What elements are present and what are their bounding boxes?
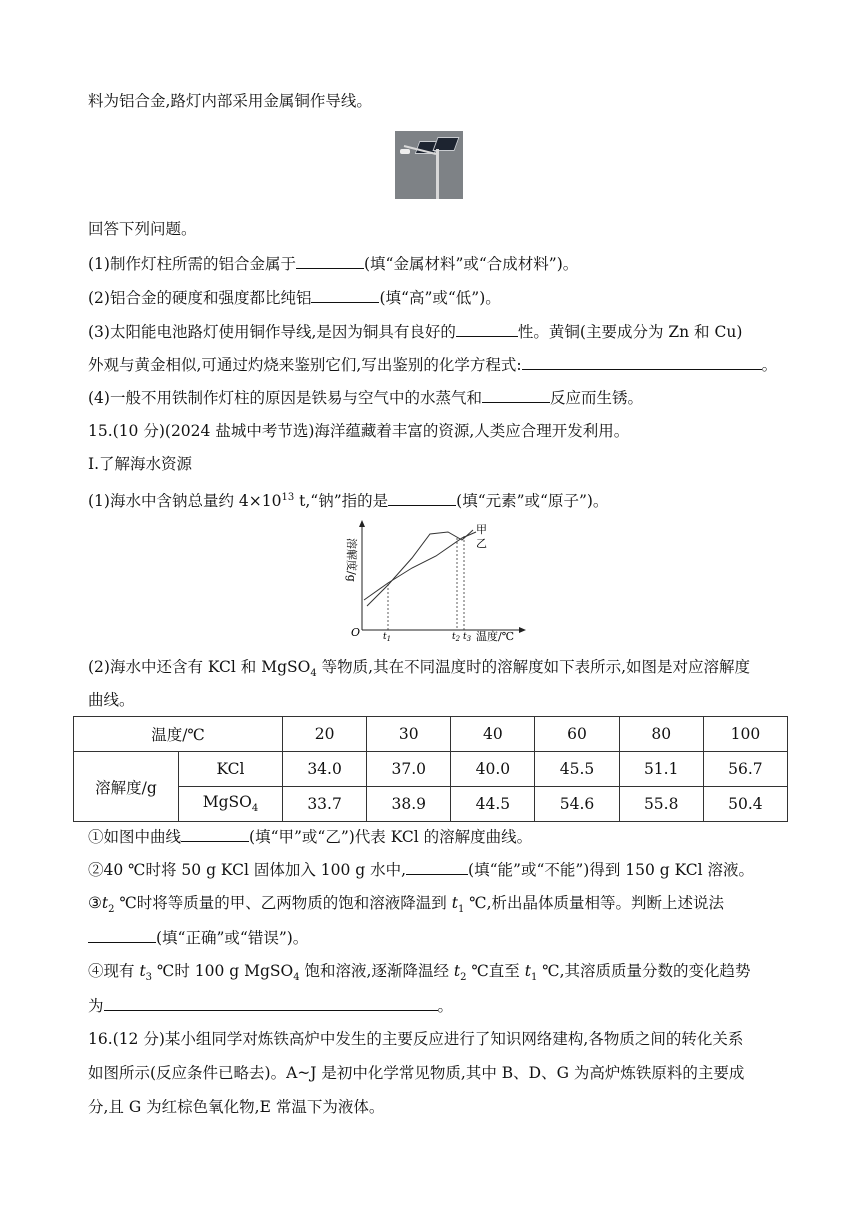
table-cell: 51.1: [619, 752, 703, 787]
q15-part2-line1: (2)海水中还含有 KCl 和 MgSO$_4$ 等物质,其在不同温度时的溶解度如下表所示,如图是对应溶解度: [88, 658, 751, 680]
q15-part1: (1)海水中含钠总量约 $4\times 10^{13}$ t,“钠”指的是 (填“元素”或“原子”)。: [88, 486, 608, 513]
solar-street-lamp-image: [395, 131, 463, 199]
tick-t2: $t_2$: [452, 632, 461, 643]
intro-tail: 料为铝合金,路灯内部采用金属铜作导线。: [88, 92, 372, 110]
y-axis-label: 溶解度/g: [345, 538, 358, 582]
tick-t1: $t_1$: [383, 632, 392, 643]
table-cell: 37.0: [367, 752, 451, 787]
solubility-table: [73, 716, 788, 822]
answer-blank[interactable]: [482, 385, 550, 403]
q15-part2-line2: 曲线。: [88, 691, 135, 709]
tick-t3: $t_3$: [463, 632, 472, 643]
table-cell: 34.0: [283, 752, 367, 787]
table-cell: 54.6: [535, 787, 619, 822]
table-row: [74, 717, 788, 752]
table-cell: 20: [283, 717, 367, 752]
q14-part4: (4)一般不用铁制作灯柱的原因是铁易与空气中的水蒸气和 反应而生锈。: [88, 385, 643, 410]
answer-blank[interactable]: [104, 993, 438, 1011]
q14-part3-line2: 外观与黄金相似,可通过灼烧来鉴别它们,写出鉴别的化学方程式: 。: [88, 352, 777, 377]
table-header-temp: 温度/℃: [74, 717, 283, 752]
series-yi-label: 乙: [476, 537, 487, 550]
q15-sub4-line1: ④现有 $t_3$ ℃时 100 g MgSO$_4$ 饱和溶液,逐渐降温经 $t_2$ ℃直至 $t_1$ ℃,其溶质质量分数的变化趋势: [88, 962, 751, 984]
q15-sub4-line2: 为 。: [88, 993, 453, 1018]
table-row: [74, 787, 788, 822]
answer-blank[interactable]: [181, 824, 249, 842]
answer-blank[interactable]: [311, 285, 379, 303]
q14-part2: (2)铝合金的硬度和强度都比纯铝 (填“高”或“低”)。: [88, 285, 501, 310]
series-yi-line: [364, 532, 476, 600]
solubility-chart: [340, 518, 530, 644]
table-cell: 56.7: [703, 752, 787, 787]
q15-section: Ⅰ.了解海水资源: [88, 455, 193, 473]
answer-blank[interactable]: [522, 352, 762, 370]
table-row-label-kcl: KCl: [179, 752, 283, 787]
answer-blank[interactable]: [406, 857, 468, 875]
table-row-group-label: 溶解度/g: [74, 752, 179, 822]
q14-prompt: 回答下列问题。: [88, 220, 197, 238]
table-cell: 100: [703, 717, 787, 752]
q15-title: 15.(10 分)(2024 盐城中考节选)海洋蕴藏着丰富的资源,人类应合理开发利用。: [88, 422, 630, 440]
table-cell: 50.4: [703, 787, 787, 822]
answer-blank[interactable]: [388, 488, 456, 506]
q16-line3: 分,且 G 为红棕色氧化物,E 常温下为液体。: [88, 1098, 385, 1116]
origin-label: O: [351, 626, 361, 639]
series-jia-label: 甲: [476, 523, 487, 536]
table-cell: 38.9: [367, 787, 451, 822]
q15-sub3-line2: (填“正确”或“错误”)。: [88, 925, 308, 950]
table-cell: 33.7: [283, 787, 367, 822]
table-cell: 45.5: [535, 752, 619, 787]
table-row-label-mgso4: MgSO$_4$: [179, 787, 283, 822]
table-cell: 55.8: [619, 787, 703, 822]
table-row: [74, 752, 788, 787]
table-cell: 40: [451, 717, 535, 752]
q16-line1: 16.(12 分)某小组同学对炼铁高炉中发生的主要反应进行了知识网络建构,各物质之间的转化关系: [88, 1030, 744, 1048]
table-cell: 60: [535, 717, 619, 752]
table-cell: 44.5: [451, 787, 535, 822]
answer-blank[interactable]: [456, 319, 518, 337]
q14-part3-line1: (3)太阳能电池路灯使用铜作导线,是因为铜具有良好的 性。黄铜(主要成分为 Zn 和 Cu): [88, 319, 742, 344]
q15-sub2: ②40 ℃时将 50 g KCl 固体加入 100 g 水中, (填“能”或“不能”)得到 150 g KCl 溶液。: [88, 857, 754, 882]
table-cell: 80: [619, 717, 703, 752]
q16-line2: 如图所示(反应条件已略去)。A~J 是初中化学常见物质,其中 B、D、G 为高炉炼铁原料的主要成: [88, 1064, 745, 1082]
q15-sub3-line1: $③t_2$ ℃时将等质量的甲、乙两物质的饱和溶液降温到 $t_1$ ℃,析出晶体质量相等。判断上述说法: [88, 894, 725, 916]
table-cell: 30: [367, 717, 451, 752]
table-cell: 40.0: [451, 752, 535, 787]
x-axis-label: 温度/℃: [476, 630, 515, 643]
q14-part1: (1)制作灯柱所需的铝合金属于 (填“金属材料”或“合成材料”)。: [88, 251, 578, 276]
answer-blank[interactable]: [296, 251, 364, 269]
answer-blank[interactable]: [88, 925, 156, 943]
q15-sub1: ①如图中曲线 (填“甲”或“乙”)代表 KCl 的溶解度曲线。: [88, 824, 532, 849]
